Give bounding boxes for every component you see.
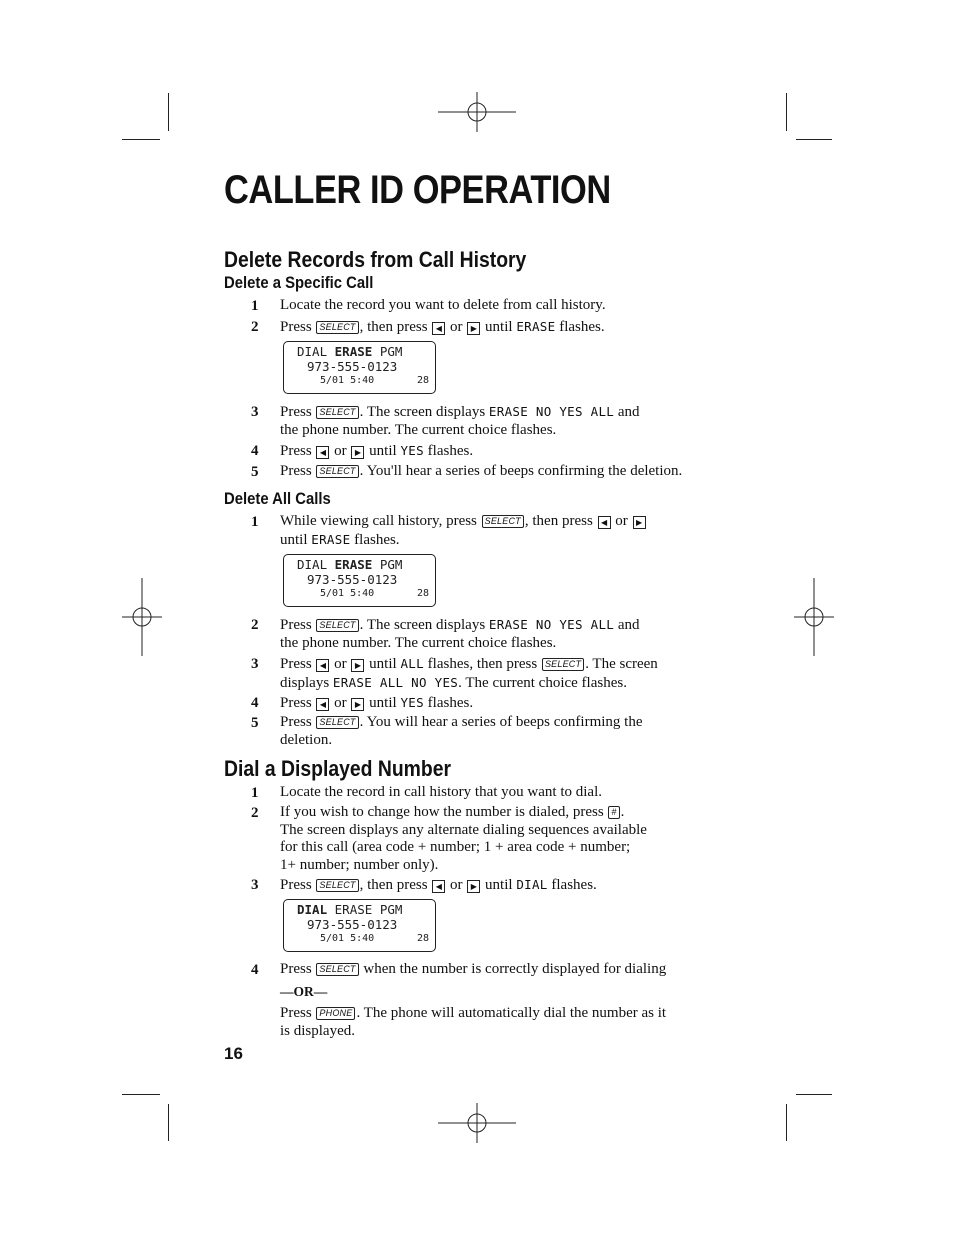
step-fragment: flashes. [551,877,597,893]
right-arrow-key-icon: ▶ [351,659,364,672]
step-fragment: displays [280,674,330,691]
step-fragment: for this call (area code + number; 1 + area code + number; [280,839,631,855]
right-arrow-key-icon: ▶ [351,698,364,711]
left-arrow-key-icon: ◀ [598,516,611,529]
left-arrow-key-icon: ◀ [316,659,329,672]
lcd-display-erase [283,341,436,394]
lcd-word: PGM [379,344,403,359]
step-fragment: until [280,531,308,548]
select-key-icon: SELECT [316,879,358,892]
display-code: DIAL [516,877,548,892]
select-key-icon: SELECT [316,321,358,334]
left-arrow-key-icon: ◀ [432,880,445,893]
lcd-line-1 [297,344,402,359]
lcd-phone-number: 973-555-0123 [307,359,398,374]
step-fragment: The screen displays any alternate dialing sequences available [280,821,647,838]
step-fragment: until [369,695,397,711]
step-fragment: While viewing call history, press [280,513,477,529]
step-fragment: Press [280,877,312,893]
left-arrow-key-icon: ◀ [316,698,329,711]
display-code: ERASE NO YES ALL [488,617,615,632]
lcd-word: ERASE [334,902,373,917]
step-text: Locate the record in call history that you want to dial. [280,784,602,800]
left-arrow-key-icon: ◀ [432,322,445,335]
select-key-icon: SELECT [316,465,358,478]
select-key-icon: SELECT [316,716,358,729]
step-fragment: . You will hear a series of beeps confirming the [359,714,643,730]
step-text: Locate the record you want to delete from call history. [280,297,606,313]
lcd-word-highlighted: DIAL [297,902,328,917]
step-fragment: If you wish to change how the number is dialed, press [280,804,604,820]
lcd-word-highlighted: ERASE [334,557,373,572]
display-code: ERASE NO YES ALL [488,404,615,419]
step-fragment: Press [280,319,312,335]
pound-key-icon: # [608,806,619,819]
step-fragment: flashes. [427,443,474,459]
step-number: 1 [251,785,259,801]
subheading-delete-specific-call: Delete a Specific Call [224,274,374,292]
step-text [280,804,647,874]
lcd-word: DIAL [297,344,328,359]
step-text [280,694,473,713]
step-number: 1 [251,298,259,314]
phone-key-icon: PHONE [316,1007,355,1020]
step-fragment: Press [280,443,312,459]
display-code: ERASE ALL NO YES [332,674,459,690]
lcd-word: PGM [379,557,403,572]
lcd-word: DIAL [297,557,328,572]
step-fragment: until [485,877,513,893]
lcd-count: 28 [416,933,429,944]
lcd-phone-number: 973-555-0123 [307,572,398,587]
step-fragment: . The current choice flashes. [458,674,627,691]
step-fragment: Press [280,695,312,711]
step-number: 4 [251,962,259,978]
lcd-count: 28 [416,375,429,386]
step-number: 2 [251,319,259,335]
step-fragment: and [617,617,640,633]
step-fragment: or [615,513,628,529]
step-fragment: . The phone will automatically dial the number as it [356,1005,667,1021]
lcd-line-1 [297,902,402,917]
step-fragment: Press [280,617,312,633]
step-text [280,513,647,549]
step-fragment: or [334,443,347,459]
registration-mark-bottom [438,1103,516,1143]
registration-mark-right [794,578,834,656]
step-text [280,714,643,749]
step-fragment: flashes. [559,319,605,335]
step-fragment: Press [280,1005,312,1021]
step-text [280,1005,666,1040]
display-code: ERASE [516,319,556,334]
page-number: 16 [224,1044,243,1063]
page-title: CALLER ID OPERATION [224,168,611,212]
step-text [280,616,640,652]
step-fragment: is displayed. [280,1022,355,1039]
step-fragment: when the number is correctly displayed for dialing [363,961,667,977]
step-fragment: and [617,404,640,420]
select-key-icon: SELECT [316,619,358,632]
left-arrow-key-icon: ◀ [316,446,329,459]
step-fragment: until [369,656,397,672]
select-key-icon: SELECT [542,658,584,671]
step-fragment: until [369,443,397,459]
lcd-datetime: 5/01 5:40 [320,375,375,386]
step-fragment: 1+ number; number only). [280,856,439,873]
step-number: 4 [251,443,259,459]
lcd-count: 28 [416,588,429,599]
right-arrow-key-icon: ▶ [467,322,480,335]
step-number: 3 [251,404,259,420]
step-fragment: , then press [524,513,593,529]
step-text [280,318,605,337]
right-arrow-key-icon: ▶ [633,516,646,529]
display-code: ERASE [311,531,351,547]
lcd-datetime: 5/01 5:40 [320,588,375,599]
step-fragment: . You'll hear a series of beeps confirming the deletion. [359,463,683,479]
display-code: ALL [400,656,424,671]
step-number: 3 [251,877,259,893]
step-fragment: flashes, then press [427,656,538,672]
subheading-delete-all-calls: Delete All Calls [224,490,331,508]
step-fragment: Press [280,463,312,479]
step-fragment: Press [280,961,312,977]
step-number: 3 [251,656,259,672]
right-arrow-key-icon: ▶ [351,446,364,459]
step-fragment: , then press [359,319,428,335]
step-fragment: or [334,695,347,711]
display-code: YES [400,695,424,710]
registration-mark-left [122,578,162,656]
step-number: 4 [251,695,259,711]
step-fragment: Press [280,404,312,420]
step-number: 5 [251,715,259,731]
step-text [280,442,473,461]
step-text [280,463,682,481]
step-number: 5 [251,464,259,480]
step-fragment: Press [280,656,312,672]
step-text [280,961,666,979]
lcd-word: PGM [379,902,403,917]
lcd-display-dial [283,899,436,952]
section-heading-delete-records: Delete Records from Call History [224,247,527,272]
select-key-icon: SELECT [482,515,524,528]
select-key-icon: SELECT [316,963,358,976]
or-separator: —OR— [280,984,328,999]
section-heading-dial-number: Dial a Displayed Number [224,756,452,781]
lcd-display-erase [283,554,436,607]
display-code: YES [400,443,424,458]
step-text [280,876,597,895]
step-fragment: or [450,877,463,893]
step-fragment: or [450,319,463,335]
step-fragment: . The screen displays [359,617,486,633]
step-number: 2 [251,617,259,633]
step-fragment: . The screen [585,656,658,672]
step-fragment: , then press [359,877,428,893]
step-fragment: the phone number. The current choice flashes. [280,421,557,438]
lcd-word-highlighted: ERASE [334,344,373,359]
registration-mark-top [438,92,516,132]
step-fragment: flashes. [354,531,400,548]
step-number: 2 [251,805,259,821]
step-fragment: the phone number. The current choice flashes. [280,634,557,651]
step-fragment: . [620,804,625,820]
right-arrow-key-icon: ▶ [467,880,480,893]
step-fragment: or [334,656,347,672]
lcd-line-1 [297,557,402,572]
select-key-icon: SELECT [316,406,358,419]
step-fragment: deletion. [280,731,333,748]
step-fragment: flashes. [427,695,474,711]
lcd-datetime: 5/01 5:40 [320,933,375,944]
step-fragment: . The screen displays [359,404,486,420]
step-text [280,403,640,439]
step-fragment: Press [280,714,312,730]
step-number: 1 [251,514,259,530]
step-fragment: until [485,319,513,335]
step-text [280,655,658,692]
lcd-phone-number: 973-555-0123 [307,917,398,932]
